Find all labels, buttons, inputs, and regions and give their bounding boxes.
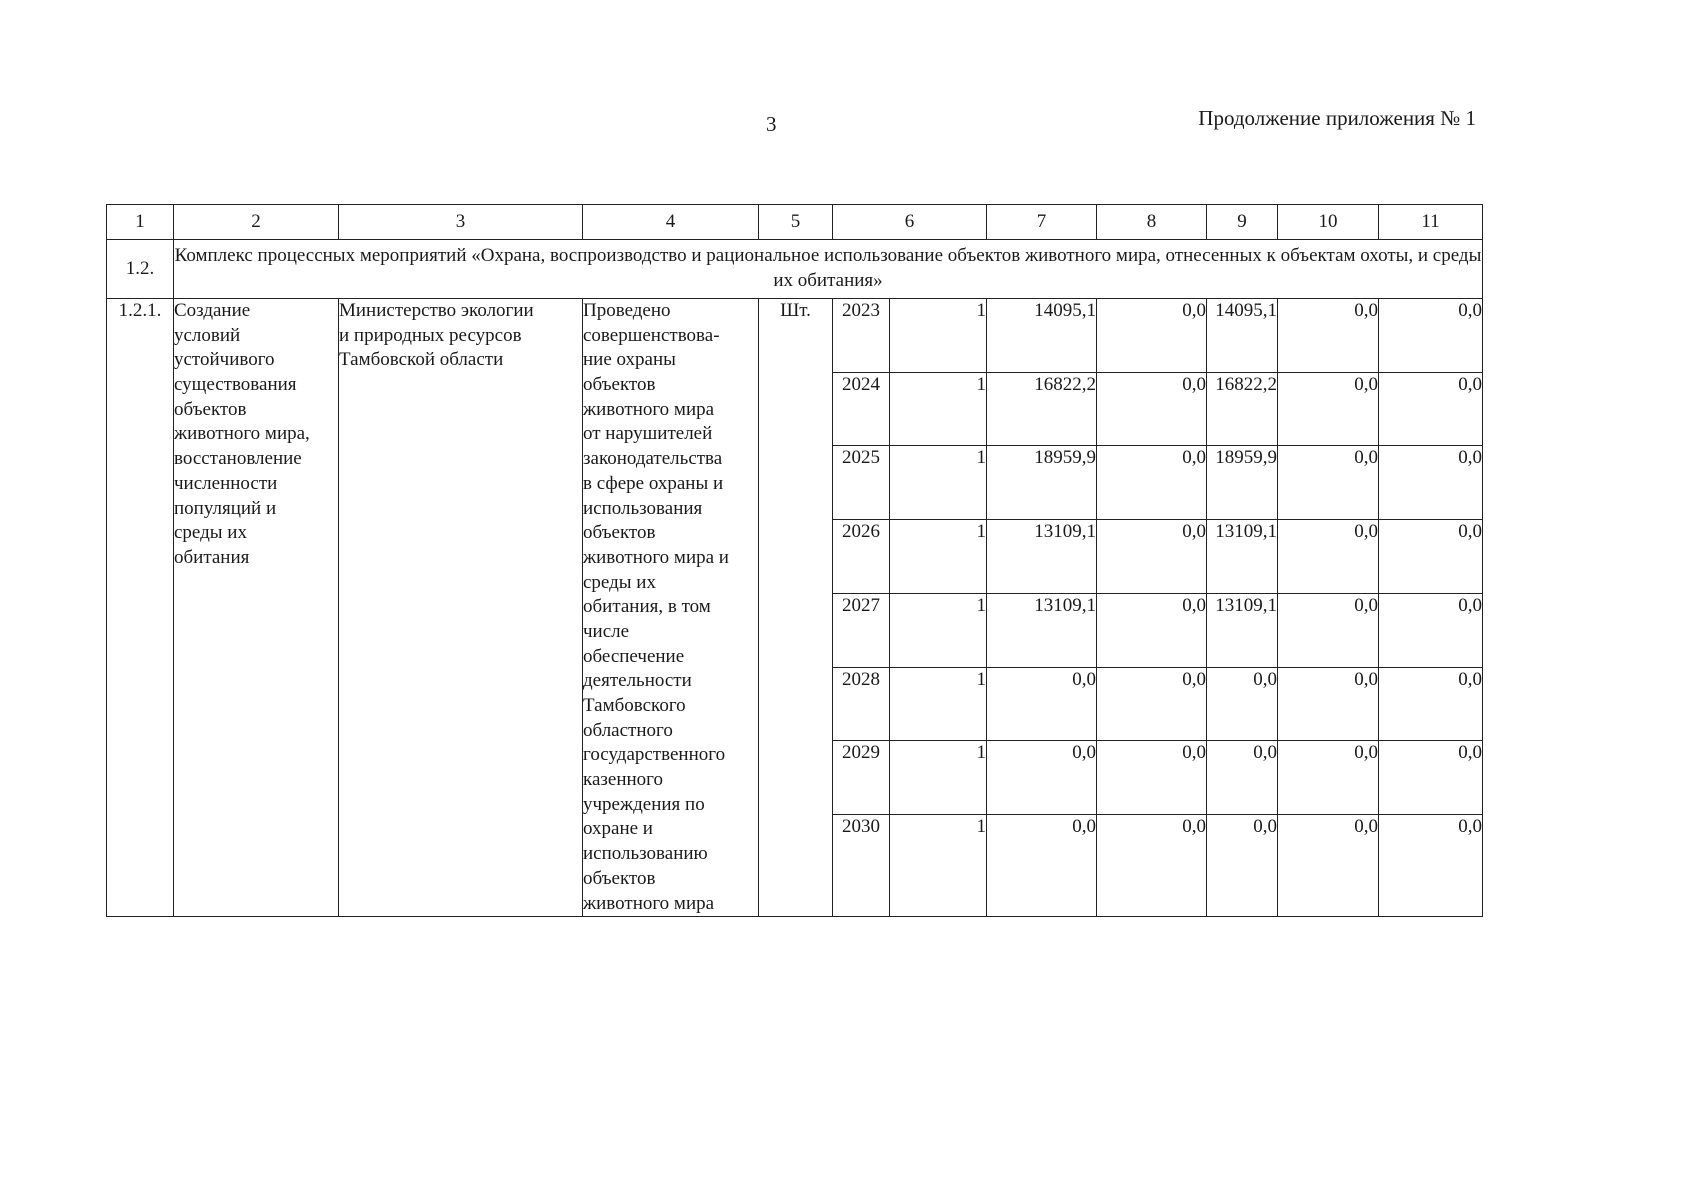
text-line: охране и	[583, 818, 653, 840]
funding-col-10: 0,0	[1278, 593, 1379, 667]
funding-col-11: 0,0	[1379, 520, 1483, 594]
text-line: использования	[583, 497, 703, 519]
funding-col-9: 14095,1	[1207, 299, 1278, 373]
funding-col-8: 0,0	[1097, 372, 1207, 446]
text-line: казенного	[583, 769, 663, 791]
text-line: условий	[174, 324, 241, 346]
funding-total: 16822,2	[987, 372, 1097, 446]
funding-col-11: 0,0	[1379, 815, 1483, 917]
text-line: в сфере охраны и	[583, 472, 724, 494]
funding-total: 0,0	[987, 741, 1097, 815]
funding-col-8: 0,0	[1097, 520, 1207, 594]
funding-col-11: 0,0	[1379, 667, 1483, 741]
column-number: 5	[759, 205, 833, 240]
year-cell: 2028	[833, 667, 890, 741]
text-line: животного мира,	[174, 423, 310, 445]
funding-col-9: 0,0	[1207, 741, 1278, 815]
text-line: численности	[174, 472, 278, 494]
funding-col-10: 0,0	[1278, 446, 1379, 520]
indicator-value: 1	[890, 299, 987, 373]
year-cell: 2023	[833, 299, 890, 373]
funding-col-10: 0,0	[1278, 667, 1379, 741]
funding-col-8: 0,0	[1097, 299, 1207, 373]
funding-col-10: 0,0	[1278, 815, 1379, 917]
item-executor	[339, 299, 583, 917]
funding-col-10: 0,0	[1278, 372, 1379, 446]
section-number: 1.2.	[107, 240, 174, 299]
program-table	[106, 204, 1483, 917]
text-line: объектов	[174, 398, 247, 420]
text-line: объектов	[583, 867, 656, 889]
text-line: деятельности	[583, 670, 692, 692]
text-line: Создание	[174, 300, 251, 321]
indicator-value: 1	[890, 593, 987, 667]
column-number: 3	[339, 205, 583, 240]
year-cell: 2026	[833, 520, 890, 594]
item-name	[174, 299, 339, 917]
funding-col-10: 0,0	[1278, 299, 1379, 373]
text-line: существования	[174, 374, 297, 396]
column-number: 2	[174, 205, 339, 240]
column-number: 1	[107, 205, 174, 240]
text-line: совершенствова-	[583, 324, 720, 346]
text-line: животного мира и	[583, 546, 729, 568]
page-number: 3	[766, 112, 777, 136]
item-result	[583, 299, 759, 917]
text-line: объектов	[583, 374, 656, 396]
funding-col-11: 0,0	[1379, 741, 1483, 815]
funding-total: 18959,9	[987, 446, 1097, 520]
indicator-value: 1	[890, 667, 987, 741]
item-number: 1.2.1.	[107, 299, 174, 917]
funding-col-11: 0,0	[1379, 372, 1483, 446]
indicator-value: 1	[890, 741, 987, 815]
funding-col-8: 0,0	[1097, 446, 1207, 520]
text-line: среды их	[174, 522, 247, 544]
funding-col-10: 0,0	[1278, 741, 1379, 815]
text-line: животного мира	[583, 892, 715, 914]
appendix-note: Продолжение приложения № 1	[1198, 106, 1476, 130]
text-line: популяций и	[174, 497, 277, 519]
text-line: Тамбовской области	[339, 349, 504, 371]
funding-col-9: 16822,2	[1207, 372, 1278, 446]
indicator-value: 1	[890, 372, 987, 446]
indicator-value: 1	[890, 815, 987, 917]
year-cell: 2024	[833, 372, 890, 446]
column-number: 11	[1379, 205, 1483, 240]
text-line: использованию	[583, 843, 708, 865]
year-row	[107, 299, 1483, 373]
text-line: учреждения по	[583, 793, 705, 815]
column-number: 4	[583, 205, 759, 240]
text-line: законодательства	[583, 448, 723, 470]
text-line: объектов	[583, 522, 656, 544]
column-number: 9	[1207, 205, 1278, 240]
section-row	[107, 240, 1483, 299]
text-line: устойчивого	[174, 349, 275, 371]
year-cell: 2025	[833, 446, 890, 520]
text-line: Проведено	[583, 300, 671, 321]
funding-col-9: 0,0	[1207, 667, 1278, 741]
text-line: восстановление	[174, 448, 302, 470]
funding-col-8: 0,0	[1097, 593, 1207, 667]
text-line: и природных ресурсов	[339, 324, 522, 346]
indicator-value: 1	[890, 446, 987, 520]
funding-total: 13109,1	[987, 593, 1097, 667]
indicator-value: 1	[890, 520, 987, 594]
text-line: животного мира	[583, 398, 715, 420]
funding-col-11: 0,0	[1379, 593, 1483, 667]
column-number: 7	[987, 205, 1097, 240]
column-number: 8	[1097, 205, 1207, 240]
funding-col-8: 0,0	[1097, 667, 1207, 741]
text-line: числе	[583, 620, 630, 642]
text-line: Министерство экологии	[339, 300, 534, 321]
item-unit: Шт.	[759, 299, 833, 917]
column-number-row	[107, 205, 1483, 240]
text-line: Тамбовского	[583, 695, 686, 716]
text-line: от нарушителей	[583, 423, 713, 445]
text-line: обитания	[174, 546, 250, 568]
text-line: обеспечение	[583, 645, 685, 667]
text-line: ние охраны	[583, 349, 676, 371]
funding-col-11: 0,0	[1379, 446, 1483, 520]
funding-total: 0,0	[987, 667, 1097, 741]
section-title: Комплекс процессных мероприятий «Охрана, воспроизводство и рациональное использование объектов животного мира, отнесенных к объектам охоты, и среды их обитания»	[174, 240, 1483, 299]
funding-col-9: 13109,1	[1207, 593, 1278, 667]
funding-col-9: 0,0	[1207, 815, 1278, 917]
text-line: обитания, в том	[583, 596, 711, 618]
funding-total: 14095,1	[987, 299, 1097, 373]
text-line: государственного	[583, 744, 726, 766]
funding-total: 13109,1	[987, 520, 1097, 594]
year-cell: 2030	[833, 815, 890, 917]
column-number: 6	[833, 205, 987, 240]
text-line: областного	[583, 719, 673, 741]
funding-col-9: 13109,1	[1207, 520, 1278, 594]
funding-col-9: 18959,9	[1207, 446, 1278, 520]
year-cell: 2029	[833, 741, 890, 815]
funding-col-8: 0,0	[1097, 815, 1207, 917]
funding-col-10: 0,0	[1278, 520, 1379, 594]
year-cell: 2027	[833, 593, 890, 667]
funding-col-11: 0,0	[1379, 299, 1483, 373]
funding-col-8: 0,0	[1097, 741, 1207, 815]
funding-total: 0,0	[987, 815, 1097, 917]
column-number: 10	[1278, 205, 1379, 240]
text-line: среды их	[583, 571, 656, 593]
